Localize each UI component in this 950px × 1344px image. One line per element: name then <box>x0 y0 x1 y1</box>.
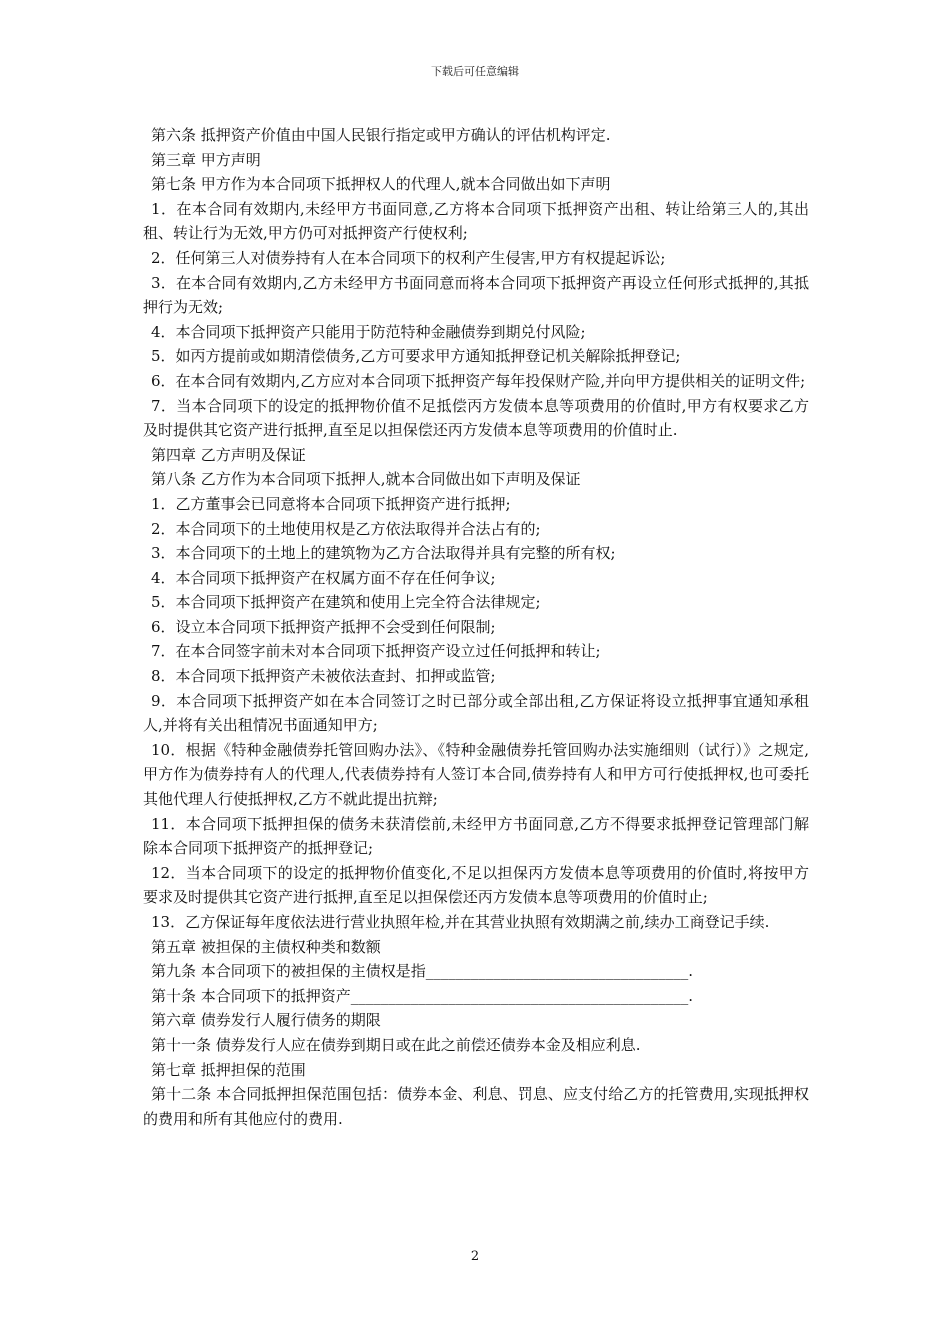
chapter-heading: 第四章 乙方声明及保证 <box>151 445 306 464</box>
list-item: 1．乙方董事会已同意将本合同项下抵押资产进行抵押; <box>151 494 511 513</box>
list-item: 6．在本合同有效期内,乙方应对本合同项下抵押资产每年投保财产险,并向甲方提供相关的证明文件; <box>151 371 806 390</box>
list-item: 3．在本合同有效期内,乙方未经甲方书面同意而将本合同项下抵押资产再设立任何形式抵押的,其抵押行为无效; <box>143 273 809 317</box>
paragraph: 第十一条 债券发行人应在债券到期日或在此之前偿还债券本金及相应利息. <box>151 1035 641 1054</box>
document-body <box>143 123 809 1131</box>
paragraph: 第八条 乙方作为本合同项下抵押人,就本合同做出如下声明及保证 <box>151 470 581 489</box>
paragraph: 第十二条 本合同抵押担保范围包括：债券本金、利息、罚息、应支付给乙方的托管费用,实现抵押权的费用和所有其他应付的费用. <box>143 1085 809 1128</box>
list-item: 11．本合同项下抵押担保的债务未获清偿前,未经甲方书面同意,乙方不得要求抵押登记管理部门解除本合同项下抵押资产的抵押登记; <box>143 814 809 858</box>
paragraph: 第九条 本合同项下的被担保的主债权是指___________________________________. <box>151 962 694 981</box>
list-item: 3．本合同项下的土地上的建筑物为乙方合法取得并具有完整的所有权; <box>151 544 616 563</box>
list-item: 7．当本合同项下的设定的抵押物价值不足抵偿丙方发债本息等项费用的价值时,甲方有权要求乙方及时提供其它资产进行抵押,直至足以担保偿还丙方发债本息等项费用的价值时止. <box>143 396 809 440</box>
list-item: 10．根据《特种金融债券托管回购办法》、《特种金融债券托管回购办法实施细则（试行）》之规定,甲方作为债券持有人的代理人,代表债券持有人签订本合同,债券持有人和甲方可行使抵押权,也可委托其他代理人行使抵押权,乙方不就此提出抗辩; <box>143 740 809 809</box>
list-item: 2．本合同项下的土地使用权是乙方依法取得并合法占有的; <box>151 519 541 538</box>
list-item: 5．如丙方提前或如期清偿债务,乙方可要求甲方通知抵押登记机关解除抵押登记; <box>151 347 681 366</box>
chapter-heading: 第六章 债券发行人履行债务的期限 <box>151 1011 381 1030</box>
page-number: 2 <box>470 1249 480 1264</box>
list-item: 1．在本合同有效期内,未经甲方书面同意,乙方将本合同项下抵押资产出租、转让给第三人的,其出租、转让行为无效,甲方仍可对抵押资产行使权利; <box>143 199 809 243</box>
list-item: 9．本合同项下抵押资产如在本合同签订之时已部分或全部出租,乙方保证将设立抵押事宜通知承租人,并将有关出租情况书面通知甲方; <box>143 691 809 735</box>
list-item: 4．本合同项下抵押资产只能用于防范特种金融债券到期兑付风险; <box>151 322 586 341</box>
list-item: 6．设立本合同项下抵押资产抵押不会受到任何限制; <box>151 617 496 636</box>
chapter-heading: 第三章 甲方声明 <box>151 150 261 169</box>
page-header: 下载后可任意编辑 <box>431 65 519 78</box>
list-item: 5．本合同项下抵押资产在建筑和使用上完全符合法律规定; <box>151 593 541 612</box>
paragraph: 第七条 甲方作为本合同项下抵押权人的代理人,就本合同做出如下声明 <box>151 175 611 194</box>
paragraph: 第十条 本合同项下的抵押资产_____________________________________________. <box>151 986 694 1005</box>
list-item: 7．在本合同签字前未对本合同项下抵押资产设立过任何抵押和转让; <box>151 642 601 661</box>
list-item: 13．乙方保证每年度依法进行营业执照年检,并在其营业执照有效期满之前,续办工商登记手续. <box>151 913 770 931</box>
list-item: 12．当本合同项下的设定的抵押物价值变化,不足以担保丙方发债本息等项费用的价值时,将按甲方要求及时提供其它资产进行抵押,直至足以担保偿还丙方发债本息等项费用的价值时止; <box>143 863 809 907</box>
chapter-heading: 第五章 被担保的主债权种类和数额 <box>151 937 381 956</box>
list-item: 8．本合同项下抵押资产未被依法查封、扣押或监管; <box>151 667 496 686</box>
chapter-heading: 第七章 抵押担保的范围 <box>151 1060 306 1079</box>
list-item: 2．任何第三人对债券持有人在本合同项下的权利产生侵害,甲方有权提起诉讼; <box>151 248 666 267</box>
paragraph: 第六条 抵押资产价值由中国人民银行指定或甲方确认的评估机构评定. <box>151 126 611 144</box>
list-item: 4．本合同项下抵押资产在权属方面不存在任何争议; <box>151 568 496 587</box>
